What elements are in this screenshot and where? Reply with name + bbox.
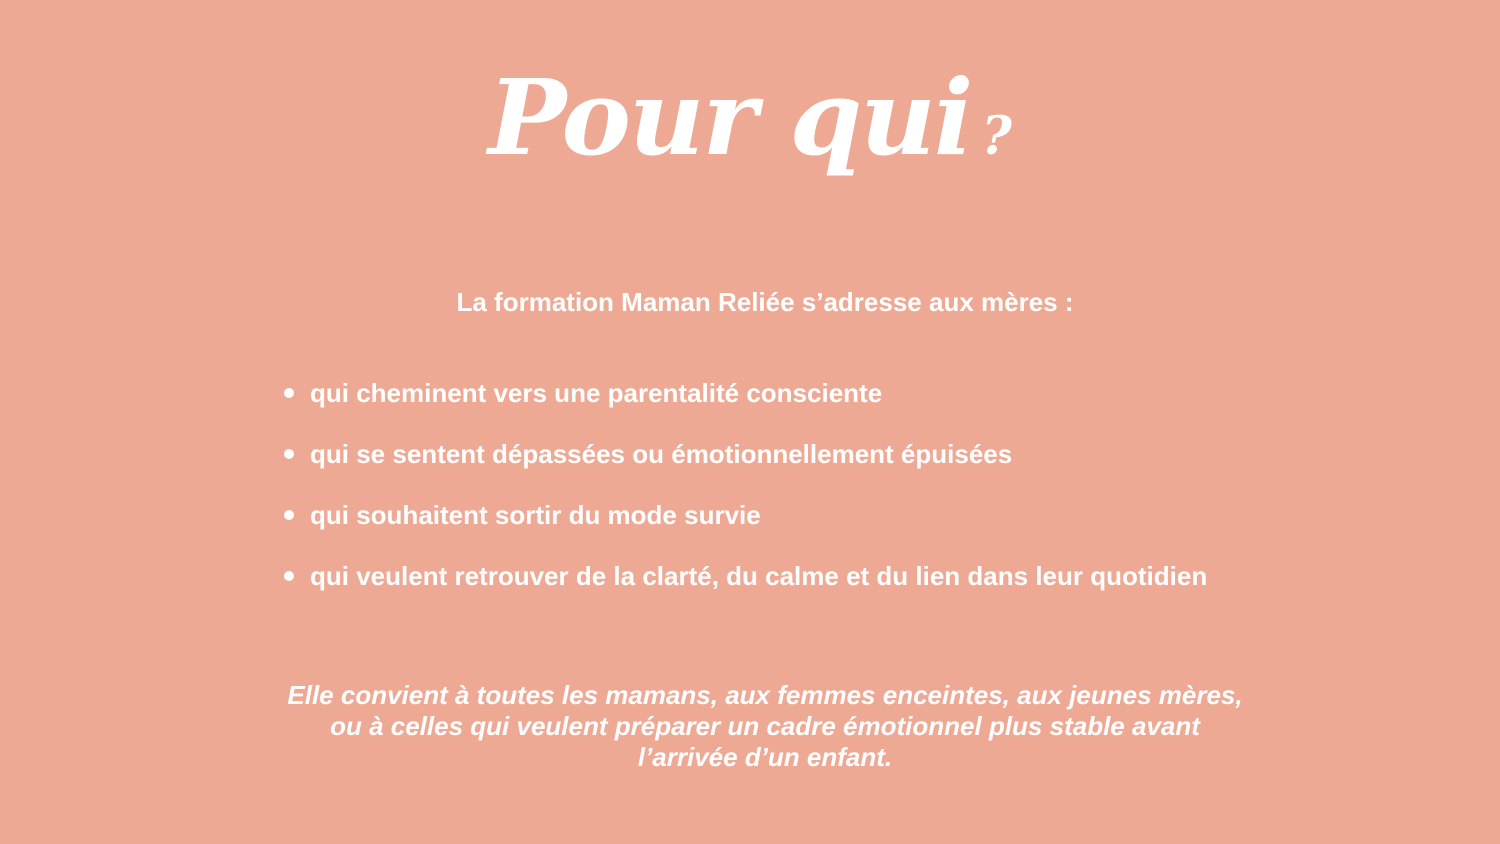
closing-line: Elle convient à toutes les mamans, aux femmes enceintes, aux jeunes mères, [287, 680, 1243, 710]
page-title [0, 48, 1500, 207]
bullet-dot-icon [284, 571, 294, 581]
list-item-text: qui veulent retrouver de la clarté, du calme et du lien dans leur quotidien [310, 561, 1208, 591]
bullet-dot-icon [284, 449, 294, 459]
title-text: Pour qui [488, 56, 972, 179]
intro-text: La formation Maman Reliée s’adresse aux mères : [456, 287, 1074, 317]
list-item-text: qui se sentent dépassées ou émotionnellement épuisées [310, 439, 1013, 469]
list-item [284, 558, 1207, 619]
list-item [284, 497, 1207, 558]
title-question-mark: ? [981, 106, 1012, 167]
list-item-text: qui souhaitent sortir du mode survie [310, 500, 761, 530]
list-item [284, 375, 1207, 436]
closing-paragraph [0, 680, 1500, 773]
list-item-text: qui cheminent vers une parentalité consciente [310, 378, 883, 408]
bullet-dot-icon [284, 510, 294, 520]
list-item [284, 436, 1207, 497]
closing-line: ou à celles qui veulent préparer un cadre émotionnel plus stable avant [330, 711, 1200, 741]
bullet-dot-icon [284, 388, 294, 398]
closing-line: l’arrivée d’un enfant. [637, 742, 893, 772]
audience-list [284, 375, 1207, 619]
